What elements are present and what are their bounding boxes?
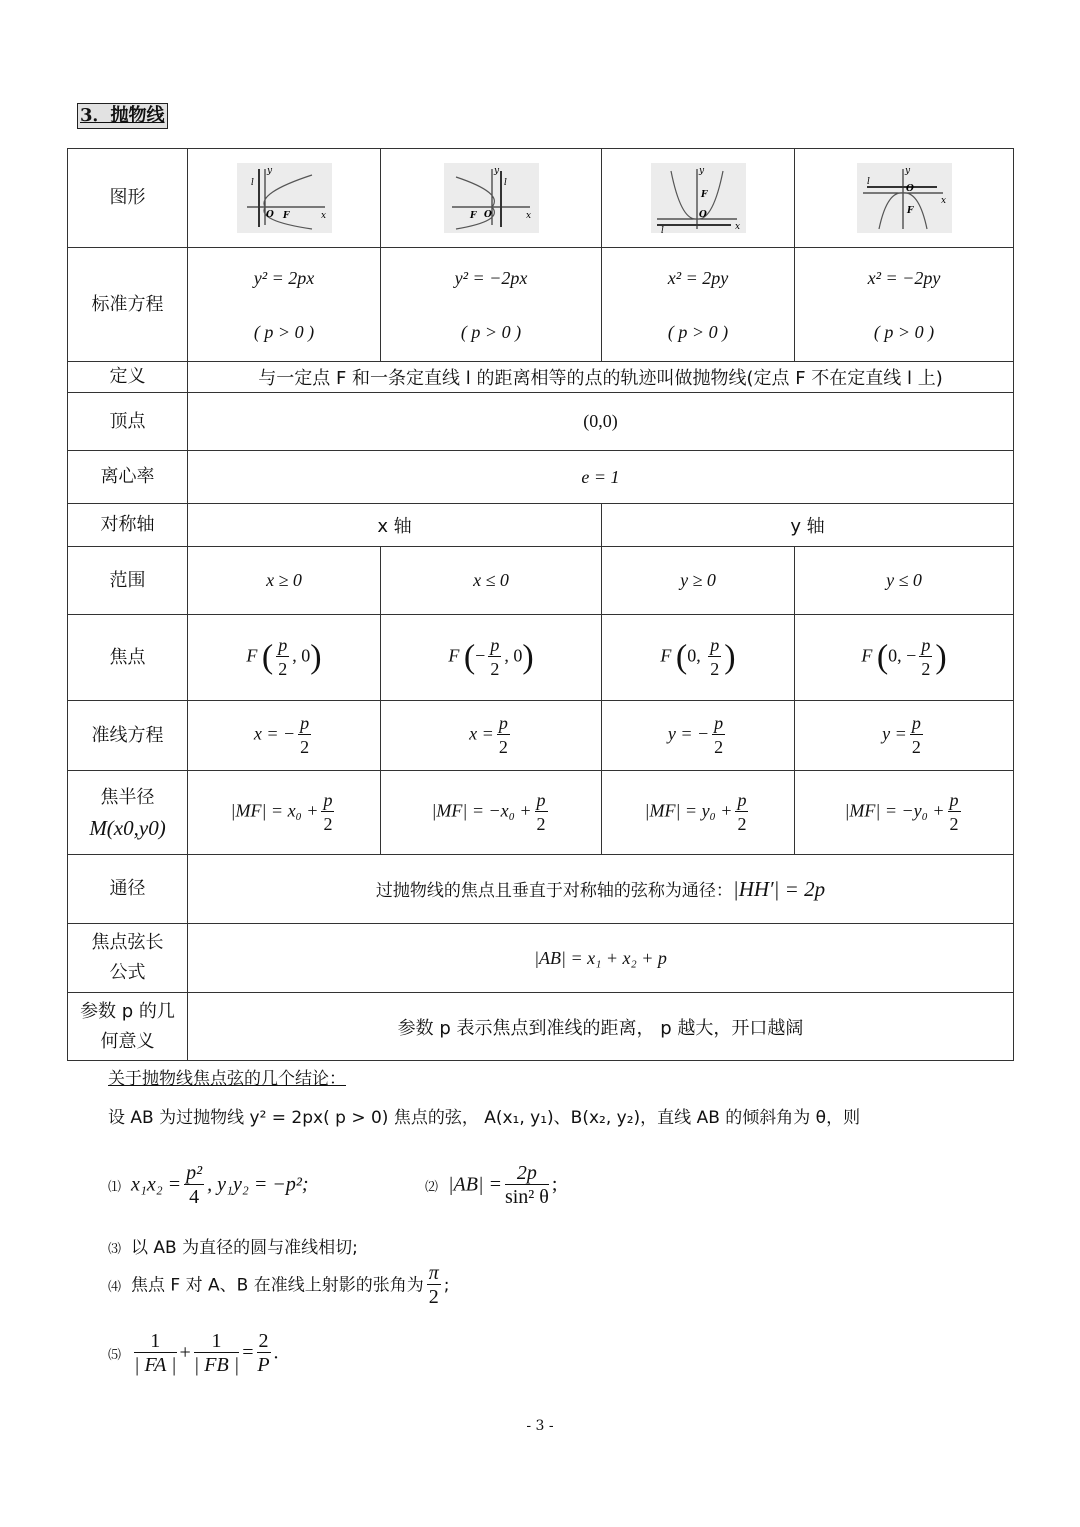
label-focal-radius: 焦半径 M(x0,y0) <box>68 771 188 855</box>
parabola-left-graph <box>444 163 539 233</box>
graph-left-opening <box>381 149 602 248</box>
chord-formula: |AB| = x₁ + x₂ + p <box>188 924 1014 993</box>
note-2: ⑵ |AB| = $\frac{2p}{\text{sin² θ}}$ ; <box>425 1162 558 1208</box>
row-eccentricity <box>68 451 1014 504</box>
axis-y: y 轴 <box>602 504 1014 547</box>
svg-text:O: O <box>905 184 914 194</box>
svg-text:x: x <box>940 196 946 206</box>
range-4: y ≤ 0 <box>795 547 1014 615</box>
directrix-4: y = $\frac{p}{2}$ <box>795 701 1014 771</box>
svg-text:O: O <box>265 210 274 220</box>
label-chord: 焦点弦长 公式 <box>68 924 188 993</box>
focus-2: F (− $\frac{p}{2}$ , 0) <box>381 615 602 701</box>
vertex-value: (0,0) <box>188 393 1014 451</box>
focus-4: F (0, − $\frac{p}{2}$ ) <box>795 615 1014 701</box>
row-axis <box>68 504 1014 547</box>
directrix-1: x = − $\frac{p}{2}$ <box>188 701 381 771</box>
svg-text:F: F <box>700 190 707 200</box>
range-1: x ≥ 0 <box>188 547 381 615</box>
row-definition <box>68 362 1014 393</box>
row-focal-radius <box>68 771 1014 855</box>
row-directrix <box>68 701 1014 771</box>
notes-heading: 关于抛物线焦点弦的几个结论： <box>108 1069 346 1089</box>
definition-text: 与一定点 F 和一条定直线 l 的距离相等的点的轨迹叫做抛物线(定点 F 不在定直线 l 上) <box>188 362 1014 393</box>
focal-radius-1: |MF| = x₀ + $\frac{p}{2}$ <box>188 771 381 855</box>
axis-x: x 轴 <box>188 504 602 547</box>
note-1: ⑴ x₁x₂ = $\frac{\text{p²}}{4}$ , y₁y₂ = −p²; <box>108 1162 309 1208</box>
section-title: 3．抛物线 <box>77 103 168 129</box>
std-eq-2: y² = −2px ( p > 0 ) <box>381 248 602 362</box>
focal-radius-4: |MF| = −y₀ + $\frac{p}{2}$ <box>795 771 1014 855</box>
row-focus <box>68 615 1014 701</box>
range-2: x ≤ 0 <box>381 547 602 615</box>
note-5: ⑸ $\frac{1}{| FA |}$ + $\frac{1}{| FB |}$ = $\frac{2}{P}$ . <box>108 1330 279 1376</box>
label-param: 参数 p 的几 何意义 <box>68 993 188 1061</box>
svg-text:O: O <box>483 210 492 220</box>
note-4: ⑷ 焦点 F 对 A、B 在准线上射影的张角为 $\frac{\pi}{2}$ ; <box>108 1262 450 1308</box>
param-text: 参数 p 表示焦点到准线的距离， p 越大，开口越阔 <box>188 993 1014 1061</box>
graph-up-opening <box>602 149 795 248</box>
label-std-eq: 标准方程 <box>68 248 188 362</box>
row-range <box>68 547 1014 615</box>
svg-text:l: l <box>503 178 507 188</box>
eccentricity-value: e = 1 <box>188 451 1014 504</box>
label-axis: 对称轴 <box>68 504 188 547</box>
row-graph <box>68 149 1014 248</box>
std-eq-1: y² = 2px ( p > 0 ) <box>188 248 381 362</box>
label-focus: 焦点 <box>68 615 188 701</box>
std-eq-4: x² = −2py ( p > 0 ) <box>795 248 1014 362</box>
svg-text:y: y <box>698 166 704 176</box>
focal-radius-3: |MF| = y₀ + $\frac{p}{2}$ <box>602 771 795 855</box>
parabola-table <box>67 148 1014 1061</box>
row-param <box>68 993 1014 1061</box>
svg-text:F: F <box>282 211 289 221</box>
label-directrix: 准线方程 <box>68 701 188 771</box>
focal-radius-2: |MF| = −x₀ + $\frac{p}{2}$ <box>381 771 602 855</box>
svg-text:l: l <box>866 177 870 187</box>
svg-text:y: y <box>904 166 910 176</box>
note-3: ⑶ 以 AB 为直径的圆与准线相切; <box>108 1238 358 1258</box>
page-number: - 3 - <box>526 1418 554 1434</box>
svg-text:x: x <box>734 222 740 232</box>
svg-text:y: y <box>266 166 272 176</box>
label-definition: 定义 <box>68 362 188 393</box>
svg-text:l: l <box>660 226 664 233</box>
svg-text:F: F <box>906 206 913 216</box>
notes-intro: 设 AB 为过抛物线 y² = 2px( p > 0) 焦点的弦， A(x₁, y₁)、B(x₂, y₂)，直线 AB 的倾斜角为 θ，则 <box>108 1108 861 1128</box>
parabola-down-graph <box>857 163 952 233</box>
graph-right-opening <box>188 149 381 248</box>
svg-text:y: y <box>493 166 499 176</box>
latus-text: 过抛物线的焦点且垂直于对称轴的弦称为通径：|HH′| = 2p <box>188 855 1014 924</box>
directrix-3: y = − $\frac{p}{2}$ <box>602 701 795 771</box>
std-eq-3: x² = 2py ( p > 0 ) <box>602 248 795 362</box>
label-range: 范围 <box>68 547 188 615</box>
label-vertex: 顶点 <box>68 393 188 451</box>
svg-text:O: O <box>698 210 707 220</box>
focus-1: F ( $\frac{p}{2}$ , 0) <box>188 615 381 701</box>
row-std-eq <box>68 248 1014 362</box>
range-3: y ≥ 0 <box>602 547 795 615</box>
svg-text:l: l <box>250 178 254 188</box>
label-eccentricity: 离心率 <box>68 451 188 504</box>
label-latus: 通径 <box>68 855 188 924</box>
focus-3: F (0, $\frac{p}{2}$ ) <box>602 615 795 701</box>
svg-text:x: x <box>320 211 326 221</box>
row-vertex <box>68 393 1014 451</box>
label-graph: 图形 <box>68 149 188 248</box>
svg-text:F: F <box>469 211 476 221</box>
parabola-up-graph <box>651 163 746 233</box>
row-latus <box>68 855 1014 924</box>
parabola-right-graph <box>237 163 332 233</box>
svg-text:x: x <box>525 211 531 221</box>
graph-down-opening <box>795 149 1014 248</box>
row-chord <box>68 924 1014 993</box>
directrix-2: x = $\frac{p}{2}$ <box>381 701 602 771</box>
